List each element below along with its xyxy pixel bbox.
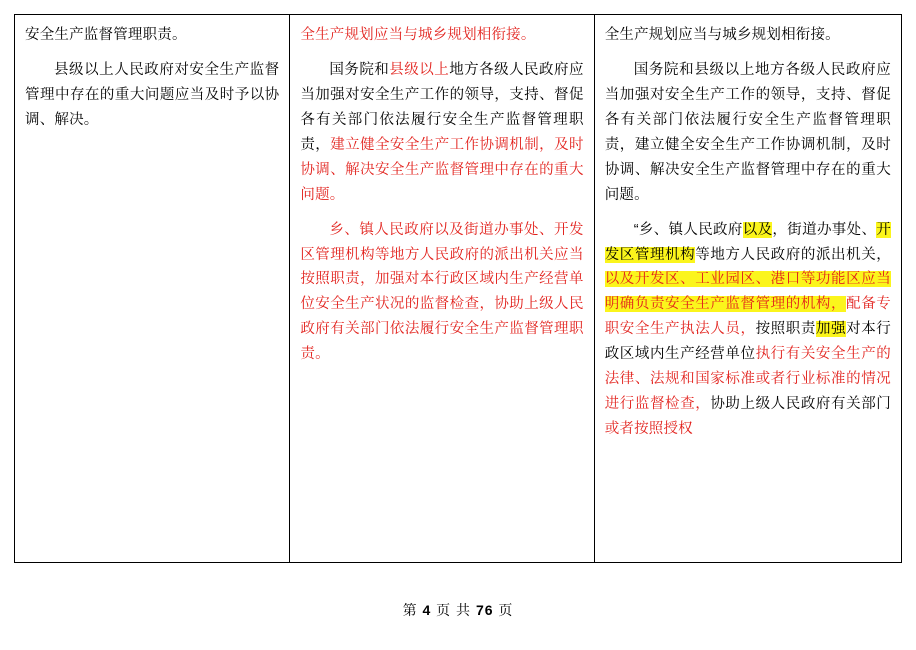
- text-run: 国务院和: [329, 61, 390, 78]
- text-run: 建立健全安全生产工作协调机制，及时协调、解决安全生产监督管理中存在的重大问题。: [300, 136, 584, 203]
- paragraph: [25, 58, 279, 133]
- paragraph: [605, 218, 891, 442]
- table-column-middle: [290, 15, 594, 562]
- text-run: 按照职责: [755, 321, 816, 338]
- text-run: 地方各级人民政府应当加强对安全生产工作的领导，支持、督促各有关部门依法履行安全生产监督管理职责，: [300, 61, 584, 153]
- text-run: 县级以上: [389, 61, 450, 78]
- text-run: 等地方人民政府的派出机关，: [695, 246, 891, 263]
- text-run: 以及开发区、工业园区、港口等功能区应当明确负责安全生产监督管理的机构，: [604, 271, 891, 313]
- text-run: 或者按照授权: [604, 421, 693, 438]
- text-run: 国务院和县级以上地方各级人民政府应当加强对安全生产工作的领导，支持、督促各有关部门依法履行安全生产监督管理职责，建立健全安全生产工作协调机制，及时协调、解决安全生产监督管理中存在的重大问题。: [604, 61, 891, 203]
- text-run: 执行有关安全生产的法律、法规和国家标准或者行业标准的情况进行监督检查，: [604, 346, 891, 413]
- text-run: 全生产规划应当与城乡规划相衔接。: [604, 27, 840, 43]
- text-run: 县级以上人民政府对安全生产监督管理中存在的重大问题应当及时予以协调、解决。: [25, 61, 280, 128]
- text-run: ，街道办事处、: [772, 221, 877, 238]
- paragraph: [300, 58, 583, 208]
- text-run: 乡、镇人民政府以及街道办事处、开发区管理机构等地方人民政府的派出机关应当按照职责，加强对本行政区域内生产经营单位安全生产状况的监督检查，协助上级人民政府有关部门依法履行安全生产监督管理职责。: [300, 221, 584, 363]
- text-run: 全生产规划应当与城乡规划相衔接。: [300, 27, 536, 43]
- text-run: 协助上级人民政府有关部门: [710, 396, 891, 413]
- text-run: 加强: [815, 321, 847, 338]
- text-run: 对本行政区域内生产经营单位: [604, 321, 892, 363]
- paragraph: [605, 58, 891, 208]
- text-run: 配备专职安全生产执法人员，: [604, 296, 891, 338]
- table-column-left: [15, 15, 290, 562]
- text-run: “乡、镇人民政府: [633, 221, 743, 238]
- text-run: 以及: [742, 221, 773, 238]
- footer-page-number: 4: [422, 602, 432, 618]
- footer-prefix: 第: [402, 602, 418, 618]
- paragraph: [25, 23, 279, 48]
- footer-middle: 页 共: [436, 602, 472, 618]
- paragraph: [300, 23, 583, 48]
- paragraph: [605, 23, 891, 48]
- footer-total-pages: 76: [475, 602, 494, 618]
- table-column-right: [595, 15, 901, 562]
- paragraph: [300, 218, 583, 368]
- text-run: 开发区管理机构: [604, 221, 891, 263]
- text-run: 安全生产监督管理职责。: [25, 27, 187, 43]
- footer-suffix: 页: [498, 602, 514, 618]
- page-footer: [0, 600, 916, 620]
- comparison-table: [14, 14, 902, 563]
